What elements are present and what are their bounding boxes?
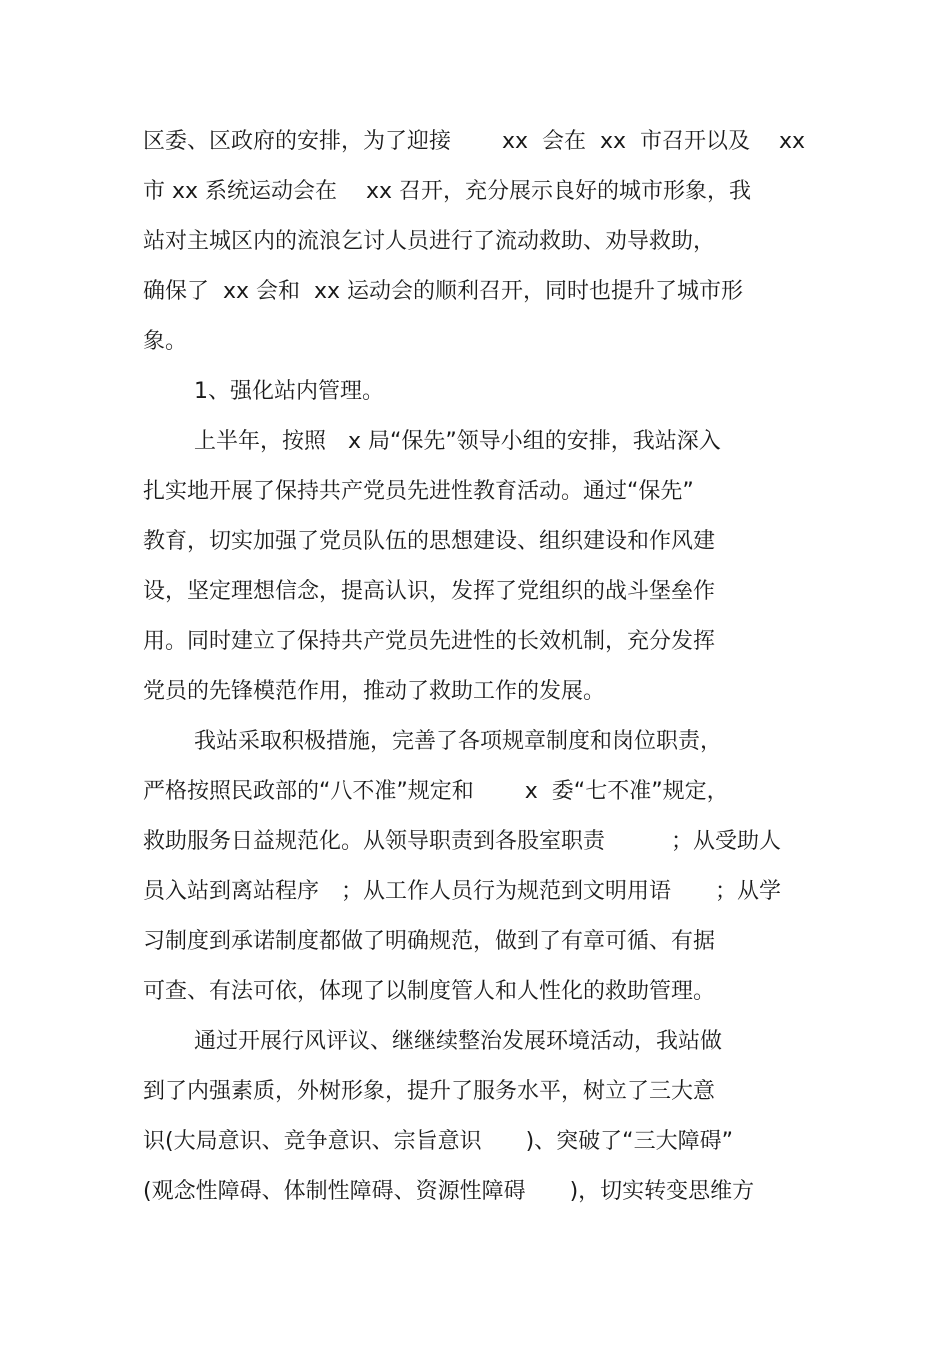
text-line: 教育，切实加强了党员队伍的思想建设、组织建设和作风建 <box>143 529 716 554</box>
text-line: 用。同时建立了保持共产党员先进性的长效机制，充分发挥 <box>143 629 716 654</box>
text-line: 识(大局意识、竞争意识、宗旨意识 )、突破了“三大障碍” <box>143 1129 733 1154</box>
text-line: 习制度到承诺制度都做了明确规范，做到了有章可循、有据 <box>143 929 716 954</box>
text-line: (观念性障碍、体制性障碍、资源性障碍 )，切实转变思维方 <box>143 1179 755 1204</box>
text-line: 救助服务日益规范化。从领导职责到各股室职责 ；从受助人 <box>143 829 782 854</box>
text-line: 区委、区政府的安排，为了迎接 xx 会在 xx 市召开以及 xx <box>143 129 806 154</box>
text-line: 严格按照民政部的“八不准”规定和 x 委“七不准”规定， <box>143 779 729 804</box>
text-line: 象。 <box>143 329 188 354</box>
text-line: 上半年，按照 x 局“保先”领导小组的安排，我站深入 <box>194 429 721 454</box>
text-line: 市 xx 系统运动会在 xx 召开，充分展示良好的城市形象，我 <box>143 179 752 204</box>
text-line: 站对主城区内的流浪乞讨人员进行了流动救助、劝导救助， <box>143 229 716 254</box>
section-heading: 1、强化站内管理。 <box>194 379 384 404</box>
text-line: 可查、有法可依，体现了以制度管人和人性化的救助管理。 <box>143 979 716 1004</box>
text-line: 员入站到离站程序 ；从工作人员行为规范到文明用语 ；从学 <box>143 879 782 904</box>
text-line: 通过开展行风评议、继继续整治发展环境活动，我站做 <box>194 1029 723 1054</box>
text-line: 到了内强素质，外树形象，提升了服务水平，树立了三大意 <box>143 1079 716 1104</box>
text-line: 党员的先锋模范作用，推动了救助工作的发展。 <box>143 679 606 704</box>
text-line: 扎实地开展了保持共产党员先进性教育活动。通过“保先” <box>143 479 694 504</box>
text-line: 设，坚定理想信念，提高认识，发挥了党组织的战斗堡垒作 <box>143 579 716 604</box>
text-line: 我站采取积极措施，完善了各项规章制度和岗位职责， <box>194 729 723 754</box>
text-line: 确保了 xx 会和 xx 运动会的顺利召开，同时也提升了城市形 <box>143 279 744 304</box>
